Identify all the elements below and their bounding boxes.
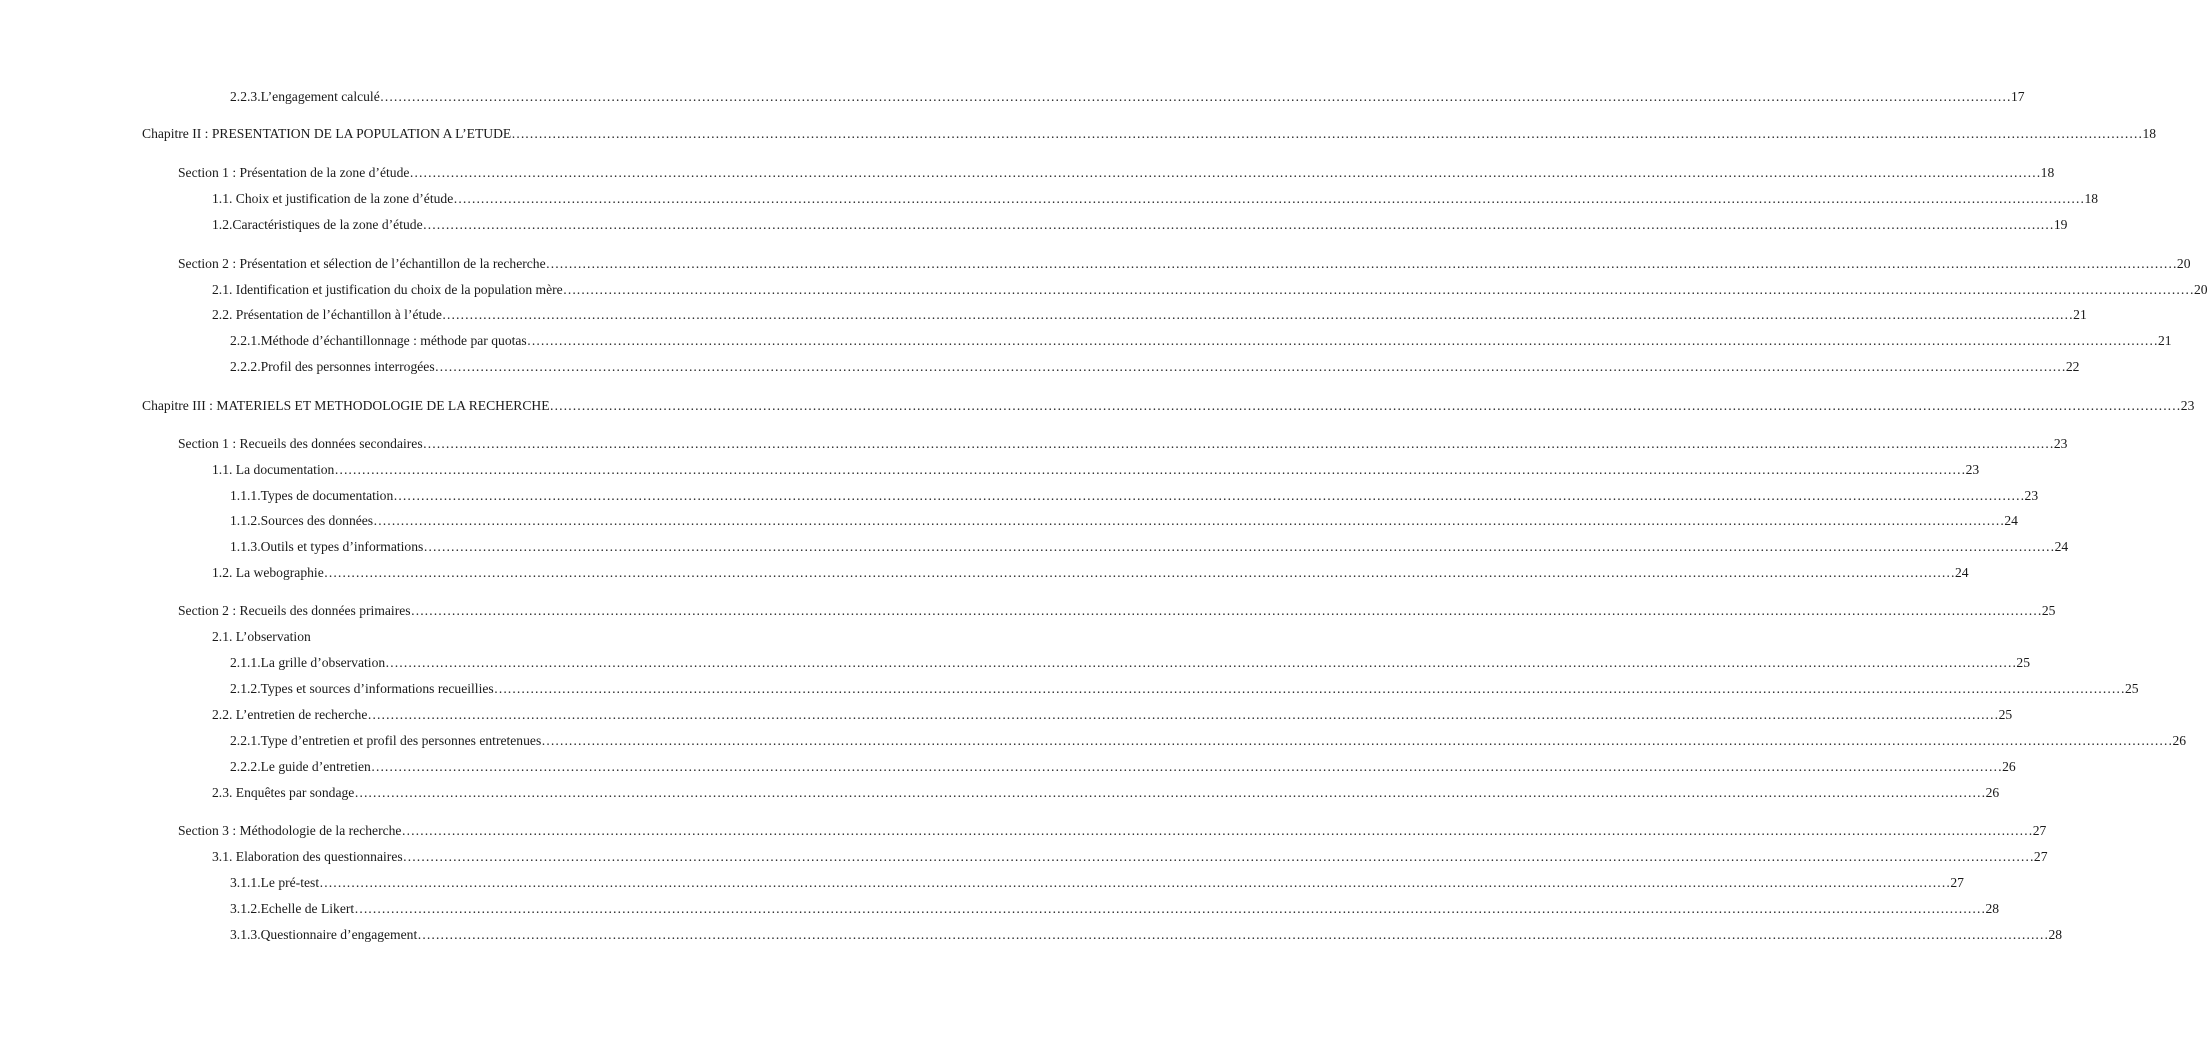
toc-entry[interactable] [178,602,2056,620]
toc-entry[interactable] [178,164,2055,182]
dot-leader: ……………………………………………………………………………………………………………………………………………………………………………………………………………………………………………………………………………………………………………………………… [410,603,2042,618]
toc-entry-title: Chapitre II : PRESENTATION DE LA POPULATION A L’ETUDE [142,126,512,141]
toc-entry-page: 20 [2193,282,2208,297]
toc-entry[interactable] [230,88,2025,106]
toc-entry[interactable] [230,926,2063,944]
dot-leader: ……………………………………………………………………………………………………………………………………………………………………………………………………………………………………………………………………………………………………………………………… [511,126,2143,141]
toc-entry-page: 25 [2016,655,2031,670]
toc-entry-page: 20 [2176,256,2191,271]
dot-leader: ……………………………………………………………………………………………………………………………………………………………………………………………………………………………………………………………………………………………………………………………… [401,823,2033,838]
toc-entry[interactable] [212,628,311,646]
toc-entry-number: 2.2.2. [230,759,261,774]
toc-entry-title: Le pré-test [260,875,320,890]
dot-leader: ……………………………………………………………………………………………………………………………………………………………………………………………………………………………………………………………………………………………………………………………… [402,849,2034,864]
toc-entry-page: 27 [1950,875,1964,890]
dot-leader: ……………………………………………………………………………………………………………………………………………………………………………………………………………………………………………………………………………………………………………………………… [319,875,1951,890]
dot-leader: ……………………………………………………………………………………………………………………………………………………………………………………………………………………………………………………………………………………………………………………………… [334,462,1966,477]
toc-entry[interactable] [212,461,1980,479]
toc-entry-page: 28 [1985,901,2000,916]
toc-entry[interactable] [230,732,2187,750]
toc-entry[interactable] [212,784,2000,802]
toc-entry-title: L’engagement calculé [260,89,380,104]
toc-entry-title: Questionnaire d’engagement [260,927,418,942]
toc-entry-title: 2.3. Enquêtes par sondage [212,785,355,800]
toc-entry-title: Type d’entretien et profil des personnes entretenues [260,733,542,748]
toc-entry-number: 2.2.1. [230,333,261,348]
toc-entry-number: 3.1.1. [230,875,261,890]
toc-entry-title: 3.1. Elaboration des questionnaires [212,849,403,864]
toc-entry-title: Section 2 : Présentation et sélection de l’échantillon de la recherche [178,256,546,271]
dot-leader: ……………………………………………………………………………………………………………………………………………………………………………………………………………………………………………………………………………………………………………………………… [385,655,2017,670]
toc-entry[interactable] [230,358,2080,376]
toc-entry[interactable] [212,848,2048,866]
dot-leader: ……………………………………………………………………………………………………………………………………………………………………………………………………………………………………………………………………………………………………………………………… [373,513,2005,528]
toc-entry-page: 26 [2172,733,2187,748]
toc-entry[interactable] [230,680,2139,698]
toc-entry[interactable] [212,564,1969,582]
toc-entry-title: 2.2. L’entretien de recherche [212,707,368,722]
dot-leader: ……………………………………………………………………………………………………………………………………………………………………………………………………………………………………………………………………………………………………………………………… [541,733,2173,748]
dot-leader: ……………………………………………………………………………………………………………………………………………………………………………………………………………………………………………………………………………………………………………………………… [545,256,2177,271]
toc-entry[interactable] [212,281,2208,299]
toc-entry-title: Le guide d’entretien [260,759,371,774]
toc-entry-number: 2.2.1. [230,733,261,748]
dot-leader: ……………………………………………………………………………………………………………………………………………………………………………………………………………………………………………………………………………………………………………………………… [417,927,2049,942]
toc-entry[interactable] [178,255,2191,273]
toc-entry-title: Types et sources d’informations recueillies [260,681,494,696]
dot-leader: ……………………………………………………………………………………………………………………………………………………………………………………………………………………………………………………………………………………………………………………………… [393,488,2025,503]
toc-entry-title: La grille d’observation [260,655,386,670]
toc-entry[interactable] [212,306,2087,324]
dot-leader: ……………………………………………………………………………………………………………………………………………………………………………………………………………………………………………………………………………………………………………………………… [409,165,2041,180]
toc-entry-page: 25 [1998,707,2013,722]
toc-entry-page: 18 [2040,165,2055,180]
toc-entry-page: 18 [2084,191,2099,206]
dot-leader: ……………………………………………………………………………………………………………………………………………………………………………………………………………………………………………………………………………………………………………………………… [441,307,2074,322]
toc-entry-title: Types de documentation [260,488,394,503]
dot-leader: ……………………………………………………………………………………………………………………………………………………………………………………………………………………………………………………………………………………………………………………………… [354,785,1986,800]
dot-leader: ……………………………………………………………………………………………………………………………………………………………………………………………………………………………………………………………………………………………………………………………… [549,398,2181,413]
dot-leader: ……………………………………………………………………………………………………………………………………………………………………………………………………………………………………………………………………………………………………………………………… [354,901,1986,916]
dot-leader: ……………………………………………………………………………………………………………………………………………………………………………………………………………………………………………………………………………………………………………………………… [434,359,2066,374]
toc-entry-page: 24 [2004,513,2018,528]
toc-entry-title: Méthode d’échantillonnage : méthode par quotas [260,333,527,348]
toc-entry-page: 17 [2010,89,2025,104]
toc-entry-number: 2.1.1. [230,655,261,670]
dot-leader: ……………………………………………………………………………………………………………………………………………………………………………………………………………………………………………………………………………………………………………………………… [423,539,2055,554]
toc-entry[interactable] [230,332,2172,350]
toc-entry[interactable] [142,397,2195,415]
toc-entry-number: 2.2.2. [230,359,261,374]
toc-entry-page: 19 [2053,217,2068,232]
toc-entry-number: 3.1.3. [230,927,261,942]
toc-entry-page: 26 [2002,759,2016,774]
toc-entry-title: 1.2.Caractéristiques de la zone d’étude [212,217,423,232]
toc-entry-page: 23 [1965,462,1980,477]
toc-entry-page: 23 [2180,398,2195,413]
toc-entry-page: 25 [2124,681,2139,696]
toc-entry[interactable] [142,125,2157,143]
toc-entry[interactable] [212,190,2099,208]
dot-leader: ……………………………………………………………………………………………………………………………………………………………………………………………………………………………………………………………………………………………………………………………… [493,681,2125,696]
toc-entry[interactable] [230,538,2069,556]
toc-entry[interactable] [230,758,2016,776]
dot-leader: ……………………………………………………………………………………………………………………………………………………………………………………………………………………………………………………………………………………………………………………………… [370,759,2003,774]
toc-entry-title: 2.1. L’observation [212,629,311,644]
toc-entry[interactable] [230,487,2039,505]
toc-entry-page: 27 [2033,849,2048,864]
dot-leader: ……………………………………………………………………………………………………………………………………………………………………………………………………………………………………………………………………………………………………………………………… [323,565,1955,580]
dot-leader: ……………………………………………………………………………………………………………………………………………………………………………………………………………………………………………………………………………………………………………………………… [526,333,2158,348]
toc-entry-page: 22 [2065,359,2080,374]
toc-entry-title: Outils et types d’informations [260,539,424,554]
toc-entry-page: 21 [2157,333,2172,348]
toc-entry-number: 2.2.3. [230,89,261,104]
toc-entry-title: 1.1. Choix et justification de la zone d’étude [212,191,454,206]
dot-leader: ……………………………………………………………………………………………………………………………………………………………………………………………………………………………………………………………………………………………………………………………… [379,89,2011,104]
toc-entry-title: 1.2. La webographie [212,565,324,580]
toc-entry-page: 27 [2032,823,2047,838]
toc-entry-title: Sources des données [260,513,374,528]
toc-entry-number: 2.1.2. [230,681,261,696]
toc-entry-page: 24 [2054,539,2069,554]
toc-entry-number: 1.1.2. [230,513,261,528]
toc-entry-title: Chapitre III : MATERIELS ET METHODOLOGIE DE LA RECHERCHE [142,398,550,413]
toc-entry[interactable] [230,512,2018,530]
toc-entry-title: 2.1. Identification et justification du choix de la population mère [212,282,563,297]
toc-entry-title: 1.1. La documentation [212,462,335,477]
dot-leader: ……………………………………………………………………………………………………………………………………………………………………………………………………………………………………………………………………………………………………………………………… [367,707,1999,722]
toc-entry-title: Profil des personnes interrogées [260,359,435,374]
dot-leader: ……………………………………………………………………………………………………………………………………………………………………………………………………………………………………………………………………………………………………………………………… [422,217,2054,232]
toc-entry[interactable] [230,654,2031,672]
toc-entry[interactable] [230,874,1964,892]
dot-leader: ……………………………………………………………………………………………………………………………………………………………………………………………………………………………………………………………………………………………………………………………… [453,191,2085,206]
toc-entry-page: 25 [2041,603,2056,618]
toc-entry-title: Section 2 : Recueils des données primaires [178,603,411,618]
toc-entry-title: Section 1 : Recueils des données secondaires [178,436,423,451]
toc-entry[interactable] [178,822,2047,840]
toc-entry-page: 23 [2024,488,2039,503]
toc-entry-number: 3.1.2. [230,901,261,916]
toc-entry-page: 23 [2053,436,2068,451]
toc-entry-title: Section 3 : Méthodologie de la recherche [178,823,402,838]
toc-entry-number: 1.1.3. [230,539,261,554]
toc-entry-number: 1.1.1. [230,488,261,503]
dot-leader: ……………………………………………………………………………………………………………………………………………………………………………………………………………………………………………………………………………………………………………………………… [422,436,2054,451]
toc-entry[interactable] [212,706,2013,724]
toc-entry-page: 18 [2142,126,2157,141]
toc-entry[interactable] [178,435,2068,453]
toc-entry-title: 2.2. Présentation de l’échantillon à l’étude [212,307,442,322]
toc-entry[interactable] [230,900,2000,918]
dot-leader: ……………………………………………………………………………………………………………………………………………………………………………………………………………………………………………………………………………………………………………………………… [562,282,2194,297]
toc-entry-page: 24 [1954,565,1969,580]
toc-entry-title: Echelle de Likert [260,901,355,916]
toc-entry[interactable] [212,216,2068,234]
toc-entry-title: Section 1 : Présentation de la zone d’étude [178,165,410,180]
toc-entry-page: 28 [2048,927,2063,942]
toc-entry-page: 26 [1985,785,2000,800]
toc-entry-page: 21 [2073,307,2087,322]
